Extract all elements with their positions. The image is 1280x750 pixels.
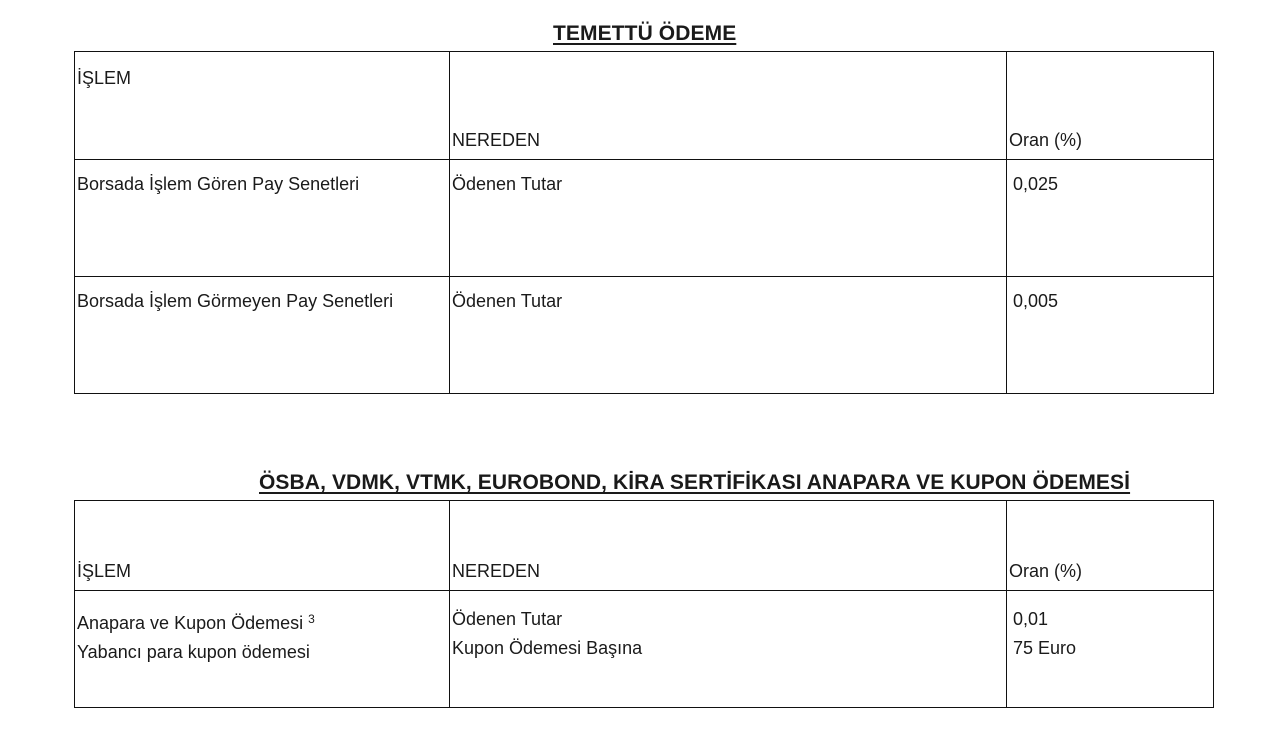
cell-nereden: Ödenen Tutar [450, 160, 1007, 277]
coupon-payment-title: ÖSBA, VDMK, VTMK, EUROBOND, KİRA SERTİFİKASI ANAPARA VE KUPON ÖDEMESİ [259, 471, 1131, 494]
table-header-row [75, 501, 1214, 591]
table-row [75, 277, 1214, 394]
header-islem: İŞLEM [75, 52, 450, 160]
cell-oran: 0,025 [1007, 160, 1214, 277]
header-nereden: NEREDEN [450, 52, 1007, 160]
principal-coupon-label: Anapara ve Kupon Ödemesi [77, 613, 304, 633]
header-oran: Oran (%) [1007, 501, 1214, 591]
coupon-payment-table [74, 500, 1214, 708]
table-row [75, 591, 1214, 708]
cell-islem [75, 591, 450, 708]
footnote-marker: 3 [308, 612, 315, 626]
table-header-row [75, 52, 1214, 160]
cell-islem: Borsada İşlem Görmeyen Pay Senetleri [75, 277, 450, 394]
cell-nereden-line1: Ödenen Tutar [452, 609, 563, 629]
cell-islem: Borsada İşlem Gören Pay Senetleri [75, 160, 450, 277]
cell-nereden-line2: Kupon Ödemesi Başına [452, 638, 643, 658]
cell-nereden [450, 591, 1007, 708]
cell-oran [1007, 591, 1214, 708]
header-oran: Oran (%) [1007, 52, 1214, 160]
dividend-payment-table [74, 51, 1214, 394]
table-row [75, 160, 1214, 277]
cell-oran: 0,005 [1007, 277, 1214, 394]
cell-islem-line1 [77, 605, 449, 638]
cell-islem-line2: Yabancı para kupon ödemesi [77, 642, 310, 662]
header-islem: İŞLEM [75, 501, 450, 591]
cell-oran-line1: 0,01 [1013, 609, 1049, 629]
cell-oran-line2: 75 Euro [1013, 638, 1077, 658]
header-nereden: NEREDEN [450, 501, 1007, 591]
cell-nereden: Ödenen Tutar [450, 277, 1007, 394]
dividend-payment-title: TEMETTÜ ÖDEME [553, 22, 737, 45]
